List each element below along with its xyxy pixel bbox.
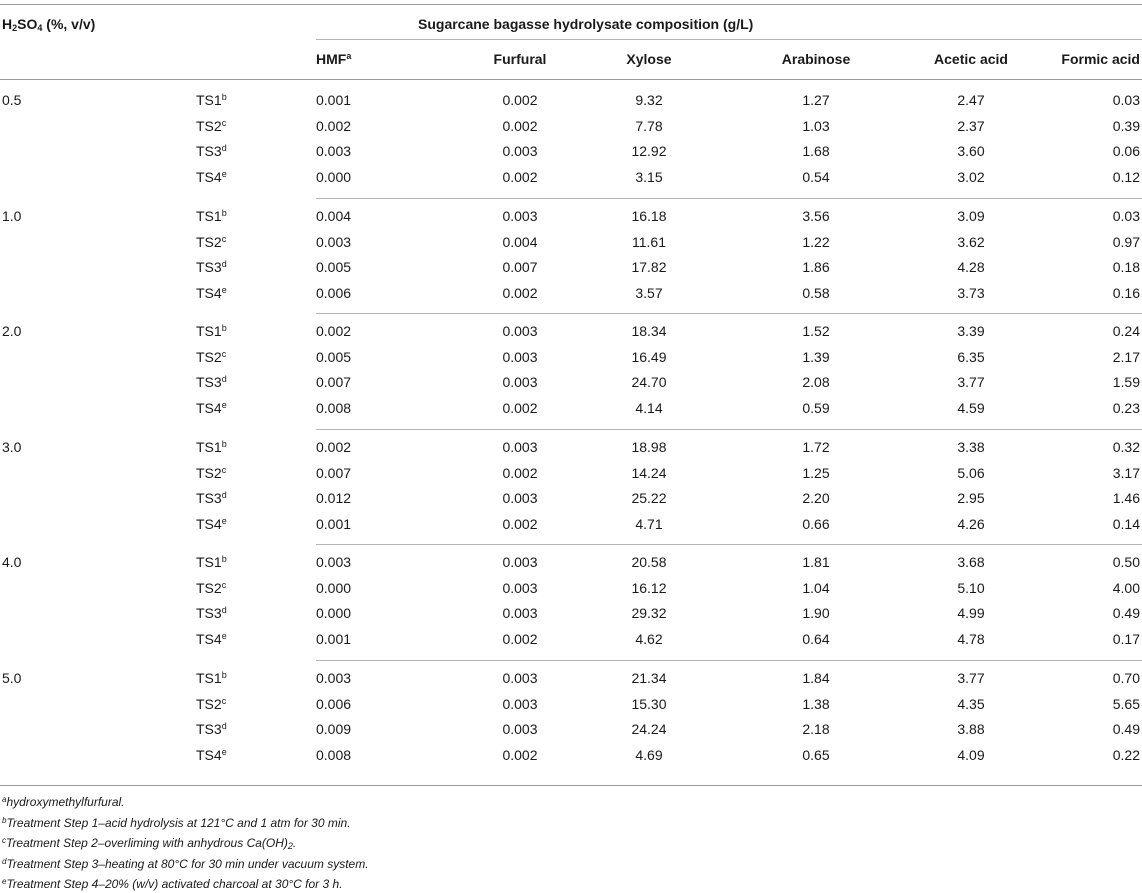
cell-formic-acid: 4.00 bbox=[1112, 580, 1140, 596]
cell-xylose: 24.24 bbox=[631, 721, 667, 737]
cell-furfural: 0.002 bbox=[502, 631, 538, 647]
cell-arabinose: 1.27 bbox=[802, 92, 830, 108]
cell-xylose: 20.58 bbox=[631, 554, 667, 570]
cell-acetic-acid: 4.99 bbox=[957, 605, 985, 621]
top-rule bbox=[0, 4, 1142, 5]
cell-arabinose: 3.56 bbox=[802, 208, 830, 224]
col-header-formic-acid: Formic acid bbox=[1061, 51, 1140, 67]
cell-hmf: 0.005 bbox=[316, 349, 352, 365]
footnote-marker: c bbox=[221, 580, 227, 590]
footnote-marker: d bbox=[221, 143, 227, 153]
cell-furfural: 0.007 bbox=[502, 259, 538, 275]
footnote-e: $^e$Treatment Step 4–20% (w/v) activated charcoal at 30°C for 3 h. bbox=[2, 877, 343, 891]
cell-acetic-acid: 2.47 bbox=[957, 92, 985, 108]
cell-furfural: 0.002 bbox=[502, 465, 538, 481]
cell-formic-acid: 0.49 bbox=[1112, 721, 1140, 737]
cell-arabinose: 1.04 bbox=[802, 580, 830, 596]
col-header-arabinose: Arabinose bbox=[781, 51, 851, 67]
footnote-marker: d bbox=[221, 490, 227, 500]
cell-acetic-acid: 4.28 bbox=[957, 259, 985, 275]
treatment-step-label: TS4 bbox=[196, 631, 222, 647]
footnote-marker: e bbox=[221, 400, 227, 410]
cell-hmf: 0.000 bbox=[316, 605, 352, 621]
footnote-marker: b bbox=[221, 439, 227, 449]
cell-xylose: 21.34 bbox=[631, 670, 667, 686]
cell-furfural: 0.003 bbox=[502, 349, 538, 365]
footnote-marker: b bbox=[221, 92, 227, 102]
cell-arabinose: 1.25 bbox=[802, 465, 830, 481]
treatment-step-label: TS3 bbox=[196, 721, 222, 737]
cell-xylose: 15.30 bbox=[631, 696, 667, 712]
cell-acetic-acid: 5.10 bbox=[957, 580, 985, 596]
cell-arabinose: 1.72 bbox=[802, 439, 830, 455]
footnote-marker: c bbox=[221, 118, 227, 128]
acid-column-header: $H_2SO_4$ (%, v/v) bbox=[2, 16, 96, 33]
cell-acetic-acid: 3.73 bbox=[957, 285, 985, 301]
cell-xylose: 3.57 bbox=[635, 285, 663, 301]
group-divider bbox=[316, 429, 1142, 430]
treatment-step-label: TS3 bbox=[196, 374, 222, 390]
cell-xylose: 14.24 bbox=[631, 465, 667, 481]
footnote-marker: b bbox=[221, 208, 227, 218]
group-divider bbox=[316, 313, 1142, 314]
acid-concentration: 1.0 bbox=[2, 208, 22, 224]
treatment-step bbox=[196, 323, 227, 339]
treatment-step bbox=[196, 169, 227, 185]
cell-arabinose: 1.90 bbox=[802, 605, 830, 621]
treatment-step-label: TS3 bbox=[196, 143, 222, 159]
treatment-step bbox=[196, 208, 227, 224]
cell-formic-acid: 0.22 bbox=[1112, 747, 1140, 763]
footnote-c: $^c$Treatment Step 2–overliming with anhydrous $Ca(OH)_2$. bbox=[2, 836, 297, 851]
cell-hmf: 0.005 bbox=[316, 259, 352, 275]
cell-arabinose: 1.68 bbox=[802, 143, 830, 159]
cell-arabinose: 0.64 bbox=[802, 631, 830, 647]
cell-formic-acid: 0.12 bbox=[1112, 169, 1140, 185]
cell-acetic-acid: 3.77 bbox=[957, 670, 985, 686]
cell-furfural: 0.003 bbox=[502, 323, 538, 339]
cell-xylose: 18.98 bbox=[631, 439, 667, 455]
cell-xylose: 9.32 bbox=[635, 92, 663, 108]
treatment-step bbox=[196, 465, 226, 481]
cell-arabinose: 0.54 bbox=[802, 169, 830, 185]
treatment-step bbox=[196, 374, 227, 390]
cell-hmf: 0.008 bbox=[316, 400, 352, 416]
cell-formic-acid: 0.14 bbox=[1112, 516, 1140, 532]
treatment-step bbox=[196, 143, 227, 159]
cell-xylose: 17.82 bbox=[631, 259, 667, 275]
cell-furfural: 0.003 bbox=[502, 670, 538, 686]
cell-hmf: 0.000 bbox=[316, 580, 352, 596]
cell-xylose: 29.32 bbox=[631, 605, 667, 621]
treatment-step bbox=[196, 439, 227, 455]
cell-acetic-acid: 3.02 bbox=[957, 169, 985, 185]
treatment-step bbox=[196, 631, 227, 647]
cell-xylose: 4.71 bbox=[635, 516, 663, 532]
footnote-marker: b bbox=[221, 323, 227, 333]
treatment-step bbox=[196, 400, 227, 416]
cell-xylose: 18.34 bbox=[631, 323, 667, 339]
footnote-a: $^a$hydroxymethylfurfural. bbox=[2, 795, 125, 809]
treatment-step-label: TS2 bbox=[196, 349, 222, 365]
cell-acetic-acid: 3.09 bbox=[957, 208, 985, 224]
footnote-marker: e bbox=[221, 169, 227, 179]
cell-arabinose: 1.86 bbox=[802, 259, 830, 275]
cell-formic-acid: 1.59 bbox=[1112, 374, 1140, 390]
cell-arabinose: 0.59 bbox=[802, 400, 830, 416]
cell-hmf: 0.003 bbox=[316, 670, 352, 686]
footnote-marker: b bbox=[221, 670, 227, 680]
cell-furfural: 0.002 bbox=[502, 747, 538, 763]
group-title: Sugarcane bagasse hydrolysate composition (g/L) bbox=[418, 16, 754, 32]
treatment-step bbox=[196, 580, 226, 596]
cell-furfural: 0.004 bbox=[502, 234, 538, 250]
treatment-step-label: TS2 bbox=[196, 234, 222, 250]
footnote-marker: c bbox=[221, 465, 227, 475]
cell-hmf: 0.009 bbox=[316, 721, 352, 737]
footnote-marker: d bbox=[221, 259, 227, 269]
cell-arabinose: 1.03 bbox=[802, 118, 830, 134]
cell-acetic-acid: 2.37 bbox=[957, 118, 985, 134]
treatment-step-label: TS3 bbox=[196, 605, 222, 621]
footnote-marker: c bbox=[221, 696, 227, 706]
cell-formic-acid: 2.17 bbox=[1112, 349, 1140, 365]
cell-acetic-acid: 3.62 bbox=[957, 234, 985, 250]
footnote-d: $^d$Treatment Step 3–heating at 80°C for 30 min under vacuum system. bbox=[2, 857, 369, 871]
cell-formic-acid: 5.65 bbox=[1112, 696, 1140, 712]
cell-furfural: 0.003 bbox=[502, 554, 538, 570]
acid-concentration: 5.0 bbox=[2, 670, 22, 686]
treatment-step-label: TS1 bbox=[196, 554, 222, 570]
cell-furfural: 0.002 bbox=[502, 285, 538, 301]
cell-furfural: 0.002 bbox=[502, 118, 538, 134]
treatment-step-label: TS1 bbox=[196, 92, 222, 108]
header-rule bbox=[0, 79, 1142, 80]
treatment-step bbox=[196, 349, 226, 365]
cell-formic-acid: 0.39 bbox=[1112, 118, 1140, 134]
cell-xylose: 12.92 bbox=[631, 143, 667, 159]
cell-acetic-acid: 4.78 bbox=[957, 631, 985, 647]
cell-hmf: 0.007 bbox=[316, 465, 352, 481]
group-divider bbox=[316, 198, 1142, 199]
cell-hmf: 0.003 bbox=[316, 554, 352, 570]
treatment-step-label: TS1 bbox=[196, 670, 222, 686]
footnote-marker: d bbox=[221, 721, 227, 731]
cell-hmf: 0.012 bbox=[316, 490, 352, 506]
cell-formic-acid: 0.17 bbox=[1112, 631, 1140, 647]
cell-formic-acid: 0.97 bbox=[1112, 234, 1140, 250]
cell-arabinose: 2.18 bbox=[802, 721, 830, 737]
treatment-step bbox=[196, 554, 227, 570]
cell-formic-acid: 0.16 bbox=[1112, 285, 1140, 301]
cell-acetic-acid: 3.88 bbox=[957, 721, 985, 737]
footnote-marker: e bbox=[221, 631, 227, 641]
treatment-step bbox=[196, 696, 226, 712]
cell-furfural: 0.003 bbox=[502, 721, 538, 737]
treatment-step-label: TS3 bbox=[196, 490, 222, 506]
cell-furfural: 0.003 bbox=[502, 605, 538, 621]
cell-formic-acid: 0.23 bbox=[1112, 400, 1140, 416]
cell-hmf: 0.001 bbox=[316, 92, 352, 108]
cell-formic-acid: 1.46 bbox=[1112, 490, 1140, 506]
cell-arabinose: 1.84 bbox=[802, 670, 830, 686]
cell-hmf: 0.006 bbox=[316, 696, 352, 712]
cell-acetic-acid: 2.95 bbox=[957, 490, 985, 506]
footnote-marker: e bbox=[221, 747, 227, 757]
treatment-step-label: TS2 bbox=[196, 580, 222, 596]
cell-formic-acid: 0.03 bbox=[1112, 92, 1140, 108]
cell-acetic-acid: 3.38 bbox=[957, 439, 985, 455]
treatment-step-label: TS4 bbox=[196, 169, 222, 185]
cell-formic-acid: 0.03 bbox=[1112, 208, 1140, 224]
treatment-step-label: TS1 bbox=[196, 439, 222, 455]
cell-hmf: 0.002 bbox=[316, 439, 352, 455]
cell-arabinose: 2.20 bbox=[802, 490, 830, 506]
cell-xylose: 16.18 bbox=[631, 208, 667, 224]
cell-arabinose: 1.81 bbox=[802, 554, 830, 570]
cell-acetic-acid: 3.60 bbox=[957, 143, 985, 159]
cell-arabinose: 0.58 bbox=[802, 285, 830, 301]
footnote-marker: e bbox=[221, 516, 227, 526]
cell-furfural: 0.003 bbox=[502, 374, 538, 390]
cell-acetic-acid: 3.68 bbox=[957, 554, 985, 570]
col-header-furfural: Furfural bbox=[493, 51, 547, 67]
col-header-hmf: HMF$^a$ bbox=[316, 51, 352, 67]
group-divider bbox=[316, 660, 1142, 661]
cell-xylose: 11.61 bbox=[632, 234, 666, 250]
cell-furfural: 0.002 bbox=[502, 400, 538, 416]
footnote-marker: e bbox=[221, 285, 227, 295]
treatment-step bbox=[196, 285, 227, 301]
treatment-step-label: TS4 bbox=[196, 400, 222, 416]
col-header-acetic-acid: Acetic acid bbox=[934, 51, 1008, 67]
treatment-step-label: TS2 bbox=[196, 696, 222, 712]
cell-formic-acid: 0.49 bbox=[1112, 605, 1140, 621]
footnote-marker: d bbox=[221, 605, 227, 615]
cell-furfural: 0.002 bbox=[502, 92, 538, 108]
treatment-step-label: TS4 bbox=[196, 285, 222, 301]
treatment-step-label: TS1 bbox=[196, 323, 222, 339]
treatment-step bbox=[196, 92, 227, 108]
acid-concentration: 4.0 bbox=[2, 554, 22, 570]
cell-formic-acid: 0.50 bbox=[1112, 554, 1140, 570]
footnote-marker: c bbox=[221, 234, 227, 244]
group-title-rule bbox=[316, 39, 1142, 40]
cell-hmf: 0.000 bbox=[316, 169, 352, 185]
footnote-b: $^b$Treatment Step 1–acid hydrolysis at 121°C and 1 atm for 30 min. bbox=[2, 816, 351, 830]
treatment-step bbox=[196, 670, 227, 686]
treatment-step-label: TS3 bbox=[196, 259, 222, 275]
group-divider bbox=[316, 544, 1142, 545]
treatment-step bbox=[196, 721, 227, 737]
cell-hmf: 0.006 bbox=[316, 285, 352, 301]
cell-acetic-acid: 4.59 bbox=[957, 400, 985, 416]
col-header-xylose: Xylose bbox=[626, 51, 672, 67]
cell-furfural: 0.003 bbox=[502, 439, 538, 455]
cell-hmf: 0.003 bbox=[316, 143, 352, 159]
treatment-step bbox=[196, 605, 227, 621]
cell-hmf: 0.007 bbox=[316, 374, 352, 390]
acid-concentration: 3.0 bbox=[2, 439, 22, 455]
footnote-marker: b bbox=[221, 554, 227, 564]
treatment-step-label: TS4 bbox=[196, 516, 222, 532]
cell-arabinose: 1.39 bbox=[802, 349, 830, 365]
footnote-marker: d bbox=[221, 374, 227, 384]
treatment-step bbox=[196, 118, 226, 134]
cell-acetic-acid: 6.35 bbox=[957, 349, 985, 365]
acid-concentration: 2.0 bbox=[2, 323, 22, 339]
cell-acetic-acid: 3.39 bbox=[957, 323, 985, 339]
cell-formic-acid: 0.70 bbox=[1112, 670, 1140, 686]
cell-furfural: 0.003 bbox=[502, 696, 538, 712]
cell-acetic-acid: 4.26 bbox=[957, 516, 985, 532]
cell-furfural: 0.002 bbox=[502, 516, 538, 532]
footnote-marker: c bbox=[221, 349, 227, 359]
cell-acetic-acid: 5.06 bbox=[957, 465, 985, 481]
cell-furfural: 0.003 bbox=[502, 490, 538, 506]
cell-formic-acid: 0.24 bbox=[1112, 323, 1140, 339]
cell-arabinose: 1.22 bbox=[802, 234, 830, 250]
cell-formic-acid: 0.18 bbox=[1112, 259, 1140, 275]
cell-xylose: 4.69 bbox=[635, 747, 663, 763]
cell-xylose: 7.78 bbox=[635, 118, 663, 134]
cell-hmf: 0.002 bbox=[316, 118, 352, 134]
cell-hmf: 0.001 bbox=[316, 631, 352, 647]
cell-xylose: 3.15 bbox=[635, 169, 663, 185]
cell-formic-acid: 3.17 bbox=[1112, 465, 1140, 481]
cell-arabinose: 1.38 bbox=[802, 696, 830, 712]
cell-furfural: 0.003 bbox=[502, 143, 538, 159]
cell-furfural: 0.003 bbox=[502, 580, 538, 596]
treatment-step bbox=[196, 516, 227, 532]
cell-xylose: 16.49 bbox=[631, 349, 667, 365]
treatment-step-label: TS2 bbox=[196, 465, 222, 481]
cell-hmf: 0.001 bbox=[316, 516, 352, 532]
treatment-step bbox=[196, 259, 227, 275]
cell-arabinose: 1.52 bbox=[802, 323, 830, 339]
cell-xylose: 4.62 bbox=[635, 631, 663, 647]
treatment-step bbox=[196, 490, 227, 506]
treatment-step-label: TS2 bbox=[196, 118, 222, 134]
cell-formic-acid: 0.32 bbox=[1112, 439, 1140, 455]
cell-xylose: 24.70 bbox=[631, 374, 667, 390]
cell-acetic-acid: 4.09 bbox=[957, 747, 985, 763]
cell-xylose: 25.22 bbox=[631, 490, 667, 506]
cell-acetic-acid: 3.77 bbox=[957, 374, 985, 390]
treatment-step bbox=[196, 747, 227, 763]
cell-arabinose: 0.66 bbox=[802, 516, 830, 532]
cell-arabinose: 2.08 bbox=[802, 374, 830, 390]
cell-furfural: 0.003 bbox=[502, 208, 538, 224]
cell-hmf: 0.003 bbox=[316, 234, 352, 250]
cell-hmf: 0.004 bbox=[316, 208, 352, 224]
cell-arabinose: 0.65 bbox=[802, 747, 830, 763]
cell-hmf: 0.002 bbox=[316, 323, 352, 339]
cell-acetic-acid: 4.35 bbox=[957, 696, 985, 712]
cell-xylose: 16.12 bbox=[631, 580, 667, 596]
cell-formic-acid: 0.06 bbox=[1112, 143, 1140, 159]
treatment-step-label: TS4 bbox=[196, 747, 222, 763]
cell-furfural: 0.002 bbox=[502, 169, 538, 185]
treatment-step bbox=[196, 234, 226, 250]
bottom-rule bbox=[0, 785, 1142, 786]
cell-hmf: 0.008 bbox=[316, 747, 352, 763]
cell-xylose: 4.14 bbox=[635, 400, 663, 416]
treatment-step-label: TS1 bbox=[196, 208, 222, 224]
acid-concentration: 0.5 bbox=[2, 92, 22, 108]
